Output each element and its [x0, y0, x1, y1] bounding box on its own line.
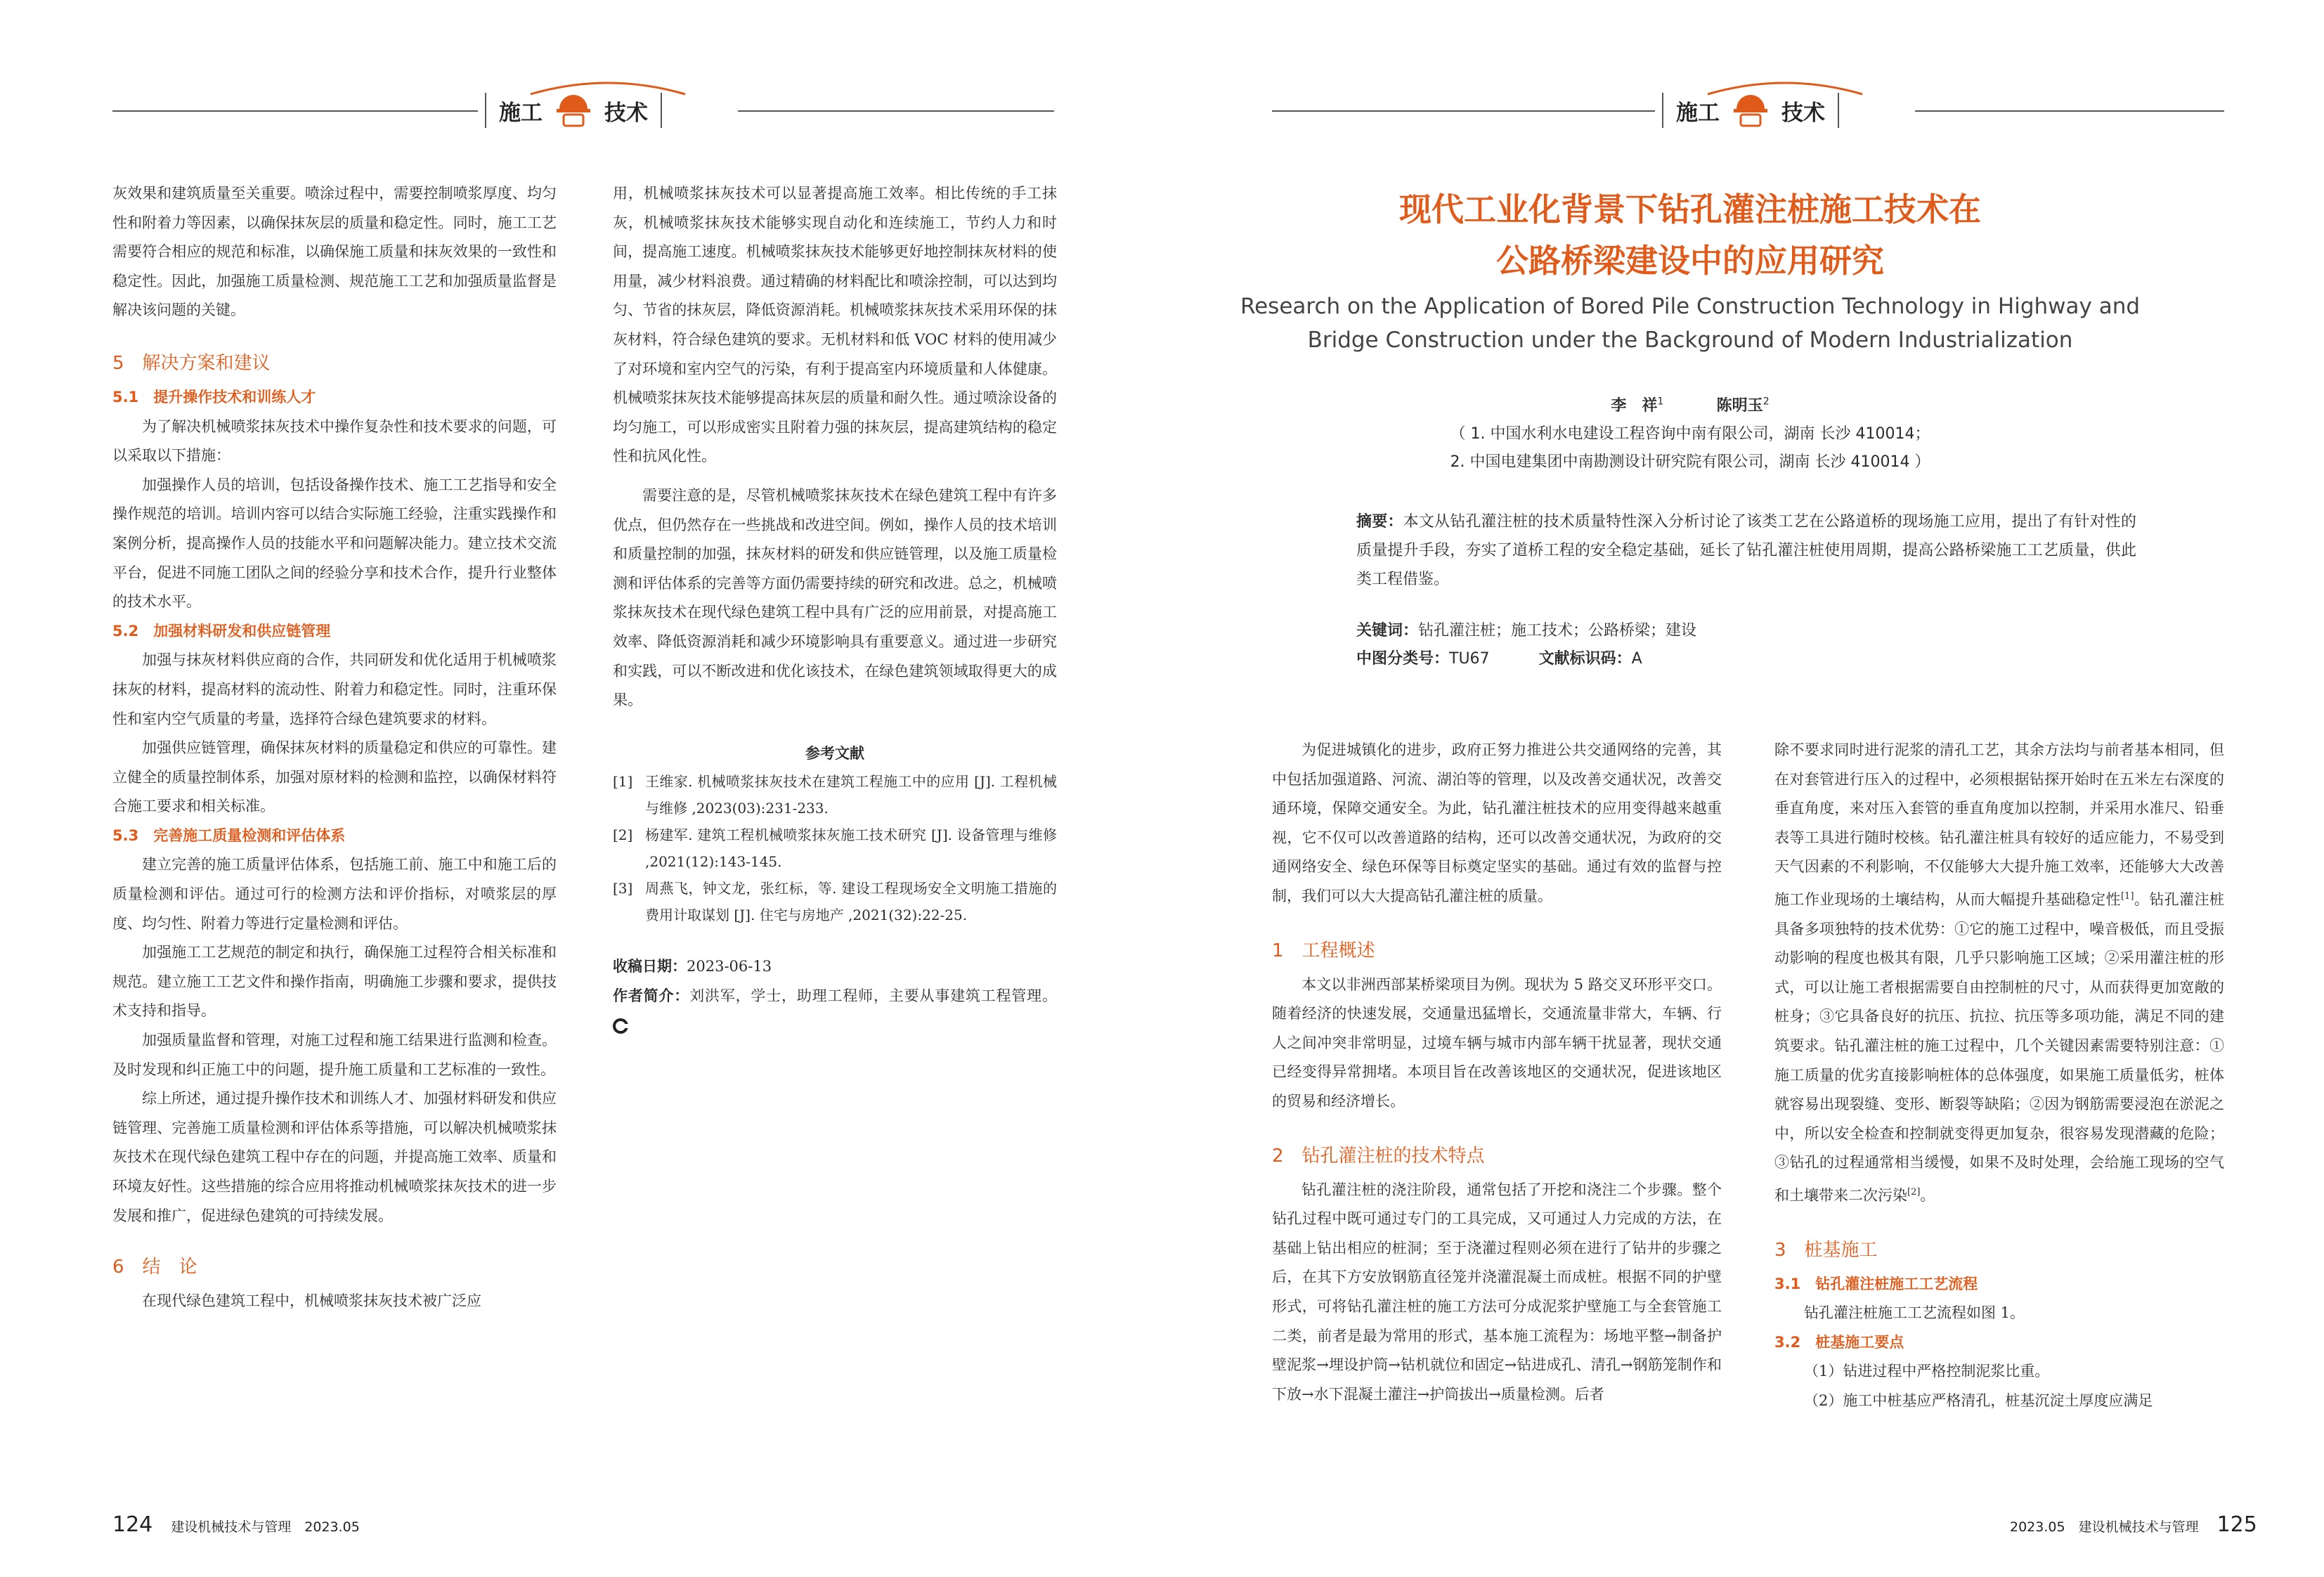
paragraph: 需要注意的是，尽管机械喷浆抹灰技术在绿色建筑工程中有许多优点，但仍然存在一些挑战和改进空间。例如，操作人员的技术培训和质量控制的加强，抹灰材料的研发和供应链管理，以及施工质量检测和评估体系的完善等方面仍需要持续的研究和改进。总之，机械喷浆抹灰技术在现代绿色建筑工程中具有广泛的应用前景，对提高施工效率、降低资源消耗和减少环境影响具有重要意义。通过进一步研究和实践，可以不断改进和优化该技术，在绿色建筑领域取得更大的成果。	[613, 486, 1057, 709]
doc-code-value: A	[1631, 650, 1642, 668]
paragraph: 用，机械喷浆抹灰技术可以显著提高施工效率。相比传统的手工抹灰，机械喷浆抹灰技术能够实现自动化和连续施工，节约人力和时间，提高施工速度。机械喷浆抹灰技术能够更好地控制抹灰材料的使用量，减少材料浪费。通过精确的材料配比和喷涂控制，可以达到均匀、节省的抹灰层，降低资源消耗。机械喷浆抹灰技术采用环保的抹灰材料，符合绿色建筑的要求。无机材料和低 VOC 材料的使用减少了对环境和室内空气的污染，有利于提高室内环境质量和人体健康。机械喷浆抹灰技术能够提高抹灰层的质量和耐久性。通过喷涂设备的均匀施工，可以形成密实且附着力强的抹灰层，提高建筑结构的稳定性和抗风化性。	[613, 185, 1057, 465]
right-page-column-2	[1774, 736, 2224, 1415]
subsection-heading-5-3: 5.3 完善施工质量检测和评估体系	[112, 826, 346, 844]
paragraph-text: 。钻孔灌注桩具备多项独特的技术优势：①它的施工过程中，噪音极低，而且受振动影响的程度也极其有限，几乎只影响施工区域；②采用灌注桩的形式，可以让施工者根据需要自由控制桩的尺寸，从而获得更加宽敞的桩身；③它具备良好的抗压、抗拉、抗压等多项功能，满足不同的建筑要求。钻孔灌注桩的施工过程中，几个关键因素需要特别注意：①施工质量的优劣直接影响桩体的总体强度，如果施工质量低劣，桩体就容易出现裂缝、变形、断裂等缺陷；②因为钢筋需要浸泡在淤泥之中，所以安全检查和控制就变得更加复杂，很容易发现潜藏的危险；③钻孔的过程通常相当缓慢，如果不及时处理，会给施工现场的空气和土壤带来二次污染	[1774, 890, 2225, 1204]
section-heading-3: 3 桩基施工	[1774, 1239, 1878, 1261]
author-bio-text: 刘洪军，学士，助理工程师，主要从事建筑工程管理。	[689, 987, 1058, 1004]
keywords-label: 关键词：	[1356, 622, 1419, 640]
left-header-logo	[485, 93, 732, 128]
paragraph: 本文以非洲西部某桥梁项目为例。现状为 5 路交叉环形平交口。随着经济的快速发展，交通量迅猛增长，交通流量非常大，车辆、行人之间冲突非常明显，过境车辆与城市内部车辆干扰显著，现状交通已经变得异常拥堵。本项目旨在改善该地区的交通状况，促进该地区的贸易和经济增长。	[1272, 975, 1722, 1110]
author-1-affil: 1	[1657, 396, 1664, 408]
paragraph: 钻孔灌注桩的浇注阶段，通常包括了开挖和浇注二个步骤。整个钻孔过程中既可通过专门的工具完成，又可通过人力完成的方法，在基础上钻出相应的桩洞；至于浇灌过程则必须在进行了钻井的步骤之后，在其下方安放钢筋直径笼并浇灌混凝土而成桩。根据不同的护壁形式，可将钻孔灌注桩的施工方法可分成泥浆护壁施工与全套管施工二类，前者是最为常用的形式，基本施工流程为：场地平整→制备护壁泥浆→埋设护筒→钻机就位和固定→钻进成孔、清孔→钢筋笼制作和下放→水下混凝土灌注→护筒拔出→质量检测。后者	[1272, 1181, 1722, 1403]
clc-value: TU67	[1449, 650, 1490, 668]
header-word-left: 施工	[1676, 100, 1720, 126]
header-separator	[1838, 93, 1839, 128]
header-arc-decoration	[1701, 76, 1869, 97]
affiliation-2: 2. 中国电建集团中南勘测设计研究院有限公司，湖南 长沙 410014 ）	[1450, 453, 1930, 471]
worker-helmet-icon	[1732, 93, 1769, 127]
paragraph: 综上所述，通过提升操作技术和训练人才、加强材料研发和供应链管理、完善施工质量检测和评估体系等措施，可以解决机械喷浆抹灰技术在现代绿色建筑工程中存在的问题，并提高施工效率、质量和环境友好性。这些措施的综合应用将推动机械喷浆抹灰技术的进一步发展和推广，促进绿色建筑的可持续发展。	[112, 1090, 557, 1224]
doc-code-label: 文献标识码：	[1538, 650, 1632, 668]
affiliation-1: （ 1. 中国水利水电建设工程咨询中南有限公司，湖南 长沙 410014；	[1450, 425, 1930, 443]
authors	[1237, 394, 2143, 415]
reference-number: [3]	[613, 880, 633, 897]
right-page-column-1	[1272, 736, 1722, 1409]
journal-name: 2023.05 建设机械技术与管理	[2010, 1519, 2199, 1535]
abstract-label: 摘要：	[1356, 513, 1403, 531]
list-item: （2）施工中桩基应严格清孔，桩基沉淀土厚度应满足	[1804, 1391, 2153, 1409]
citation: [2]	[1907, 1186, 1921, 1198]
reference-text: 王维家. 机械喷浆抹灰技术在建筑工程施工中的应用 [J]. 工程机械与维修 ,2023(03):231-233.	[645, 773, 1057, 817]
references-heading: 参考文献	[805, 744, 864, 762]
left-footer	[112, 1512, 360, 1537]
subsection-heading-3-2: 3.2 桩基施工要点	[1774, 1333, 1904, 1351]
header-separator	[1662, 93, 1663, 128]
author-bio	[613, 982, 1057, 1040]
paragraph: 为了解决机械喷浆抹灰技术中操作复杂性和技术要求的问题，可以采取以下措施：	[112, 417, 557, 465]
page-number: 124	[112, 1512, 153, 1537]
left-page-column-1	[112, 179, 557, 1316]
page-number: 125	[2216, 1512, 2257, 1537]
abstract-text: 本文从钻孔灌注桩的技术质量特性深入分析讨论了该类工艺在公路道桥的现场施工应用，提出了有针对性的质量提升手段，夯实了道桥工程的安全稳定基础，延长了钻孔灌注桩使用周期，提高公路桥梁施工工艺质量，供此类工程借鉴。	[1356, 513, 2136, 588]
worker-helmet-icon	[555, 93, 592, 127]
right-header-rule-left	[1272, 110, 1655, 112]
left-page-column-2	[613, 179, 1057, 1040]
section-heading-6: 6 结 论	[112, 1257, 197, 1278]
reference-text: 周燕飞，钟文龙，张红标，等. 建设工程现场安全文明施工措施的费用计取谋划 [J]. 住宅与房地产 ,2021(32):22-25.	[645, 880, 1057, 924]
left-header-rule-right	[738, 110, 1054, 112]
end-mark-icon	[613, 1018, 628, 1034]
article-title-line-2: 公路桥梁建设中的应用研究	[1496, 242, 1884, 280]
journal-name: 建设机械技术与管理 2023.05	[171, 1519, 360, 1535]
reference-item	[613, 875, 1057, 928]
subsection-heading-5-1: 5.1 提升操作技术和训练人才	[112, 388, 316, 405]
reference-item	[613, 768, 1057, 822]
received-label: 收稿日期：	[613, 958, 687, 975]
left-header-rule-left	[112, 110, 478, 112]
author-bio-label: 作者简介：	[613, 987, 690, 1004]
article-title-line-1: 现代工业化背景下钻孔灌注桩施工技术在	[1399, 190, 1981, 228]
keywords-text: 钻孔灌注桩；施工技术；公路桥梁；建设	[1418, 622, 1697, 640]
header-word-right: 技术	[1781, 100, 1825, 126]
reference-list	[613, 768, 1057, 928]
author-2-affil: 2	[1763, 396, 1770, 408]
header-word-right: 技术	[604, 100, 648, 126]
section-heading-1: 1 工程概述	[1272, 940, 1375, 961]
subsection-heading-5-2: 5.2 加强材料研发和供应链管理	[112, 622, 331, 640]
citation: [1]	[2120, 890, 2134, 902]
classification	[1356, 645, 2136, 673]
paragraph: 加强供应链管理，确保抹灰材料的质量稳定和供应的可靠性。建立健全的质量控制体系，加强对原材料的检测和监控，以确保材料符合施工要求和相关标准。	[112, 739, 557, 815]
right-header-rule-right	[1915, 110, 2224, 112]
abstract	[1356, 507, 2136, 594]
paragraph: 钻孔灌注桩施工工艺流程如图 1。	[1804, 1304, 2025, 1322]
author-1: 李 祥	[1611, 397, 1658, 415]
received-value: 2023-06-13	[687, 958, 772, 975]
subsection-heading-3-1: 3.1 钻孔灌注桩施工工艺流程	[1774, 1275, 1978, 1292]
paragraph: 为促进城镇化的进步，政府正努力推进公共交通网络的完善，其中包括加强道路、河流、湖泊等的管理，以及改善交通状况，改善交通环境，保障交通安全。为此，钻孔灌注桩技术的应用变得越来越重视，它不仅可以改善道路的结构，还可以改善交通状况，为政府的交通网络安全、绿色环保等目标奠定坚实的基础。通过有效的监督与控制，我们可以大大提高钻孔灌注桩的质量。	[1272, 741, 1722, 904]
reference-number: [1]	[613, 773, 633, 791]
keywords	[1356, 617, 2136, 645]
section-heading-2: 2 钻孔灌注桩的技术特点	[1272, 1145, 1485, 1167]
article-title-en-line-1: Research on the Application of Bored Pile Construction Technology in Highway and	[1240, 294, 2141, 319]
received-date	[613, 952, 1057, 982]
header-separator	[661, 93, 662, 128]
reference-number: [2]	[613, 826, 633, 844]
right-header-logo	[1662, 93, 1909, 128]
paragraph: 在现代绿色建筑工程中，机械喷浆抹灰技术被广泛应	[142, 1292, 481, 1310]
clc-label: 中图分类号：	[1356, 650, 1450, 668]
paragraph: 加强质量监督和管理，对施工过程和施工结果进行监测和检查。及时发现和纠正施工中的问题，提升施工质量和工艺标准的一致性。	[112, 1032, 557, 1078]
right-footer	[2010, 1512, 2257, 1537]
paragraph	[1774, 736, 2224, 1211]
article-title-en-line-2: Bridge Construction under the Background of Modern Industrialization	[1307, 327, 2073, 353]
author-2: 陈明玉	[1716, 397, 1763, 415]
paragraph-text: 。	[1920, 1186, 1935, 1204]
paragraph: 加强施工工艺规范的制定和执行，确保施工过程符合相关标准和规范。建立施工工艺文件和操作指南，明确施工步骤和要求，提供技术支持和指导。	[112, 944, 557, 1020]
reference-item	[613, 822, 1057, 875]
paragraph-text: 除不要求同时进行泥浆的清孔工艺，其余方法均与前者基本相同，但在对套管进行压入的过程中，必须根据钻探开始时在五米左右深度的垂直角度，来对压入套管的垂直角度加以控制，并采用水准尺、铅垂表等工具进行随时校核。钻孔灌注桩具有较好的适应能力，不易受到天气因素的不利影响，不仅能够大大提升施工效率，还能够大大改善施工作业现场的土壤结构，从而大幅提升基础稳定性	[1774, 741, 2224, 908]
paragraph: 加强操作人员的培训，包括设备操作技术、施工工艺指导和安全操作规范的培训。培训内容可以结合实际施工经验，注重实践操作和案例分析，提高操作人员的技能水平和问题解决能力。建立技术交流平台，促进不同施工团队之间的经验分享和技术合作，提升行业整体的技术水平。	[112, 476, 557, 611]
header-word-left: 施工	[499, 100, 543, 126]
section-heading-5: 5 解决方案和建议	[112, 352, 271, 374]
reference-text: 杨建军. 建筑工程机械喷浆抹灰施工技术研究 [J]. 设备管理与维修 ,2021(12):143-145.	[645, 826, 1057, 871]
list-item: （1）钻进过程中严格控制泥浆比重。	[1804, 1363, 2050, 1380]
paragraph: 加强与抹灰材料供应商的合作，共同研发和优化适用于机械喷浆抹灰的材料，提高材料的流动性、附着力和稳定性。同时，注重环保性和室内空气质量的考量，选择符合绿色建筑要求的材料。	[112, 651, 557, 727]
paragraph: 灰效果和建筑质量至关重要。喷涂过程中，需要控制喷浆厚度、均匀性和附着力等因素，以确保抹灰层的质量和稳定性。同时，施工工艺需要符合相应的规范和标准，以确保施工质量和抹灰效果的一致性和稳定性。因此，加强施工质量检测、规范施工工艺和加强质量监督是解决该问题的关键。	[112, 185, 557, 319]
header-separator	[485, 93, 486, 128]
paragraph: 建立完善的施工质量评估体系，包括施工前、施工中和施工后的质量检测和评估。通过可行的检测方法和评价指标，对喷浆层的厚度、均匀性、附着力等进行定量检测和评估。	[112, 856, 557, 932]
header-arc-decoration	[524, 76, 692, 97]
